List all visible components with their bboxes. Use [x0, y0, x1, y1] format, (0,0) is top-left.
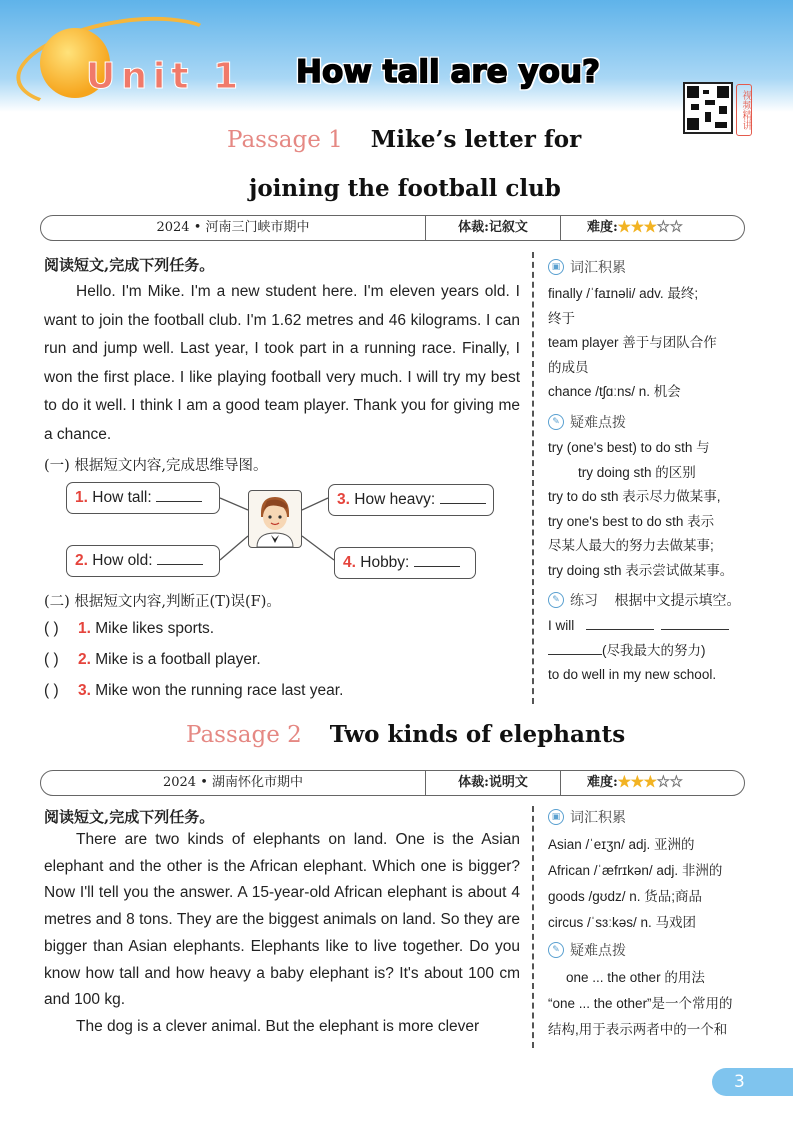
passage1-title-line2: joining the football club: [249, 175, 561, 202]
answer-paren[interactable]: ( ): [44, 651, 59, 668]
passage2-instruction: 阅读短文,完成下列任务。: [44, 808, 215, 826]
passage1-source: 2024 • 河南三门峡市期中: [41, 216, 426, 240]
tip-line: try doing sth 的区别: [578, 464, 696, 480]
mindmap-box-hobby[interactable]: [334, 547, 476, 579]
item-number: 1.: [78, 620, 91, 637]
difficulty-label: 难度:: [587, 220, 618, 235]
vocab-item: Asian /ˈeɪʒn/ adj. 亚洲的: [548, 837, 695, 852]
pencil-icon: ✎: [548, 414, 564, 430]
tf-statement: Mike is a football player.: [95, 651, 261, 668]
answer-paren[interactable]: ( ): [44, 682, 59, 699]
answer-blank[interactable]: [414, 553, 460, 567]
mindmap-box-how-heavy[interactable]: [328, 484, 494, 516]
vocab-tag: [548, 807, 626, 827]
passage2-heading: [186, 721, 625, 748]
column-divider: [532, 252, 534, 704]
tag-label: 疑难点拨: [570, 415, 626, 431]
vocab-list: [548, 282, 753, 405]
tips-tag: [548, 940, 626, 960]
vocab-item: 终于: [548, 310, 575, 326]
item-number: 3.: [337, 491, 350, 508]
video-lecture-tag: 视频精讲: [736, 84, 752, 136]
vocab-item: African /ˈæfrɪkən/ adj. 非洲的: [548, 863, 723, 878]
mindmap-box-how-tall[interactable]: [66, 482, 220, 514]
answer-blank[interactable]: [156, 488, 202, 502]
vocab-tag: [548, 257, 626, 277]
passage2-source: 2024 • 湖南怀化市期中: [41, 771, 426, 795]
passage2-number: Passage 2: [186, 722, 302, 748]
mindmap-label: Hobby:: [360, 554, 410, 571]
task2-heading: (二) 根据短文内容,判断正(T)误(F)。: [44, 594, 281, 610]
vocab-item: team player 善于与团队合作: [548, 335, 717, 350]
answer-blank[interactable]: [661, 617, 729, 630]
practice-exercise: [548, 614, 753, 688]
tf-item-1: [44, 620, 214, 638]
star-empty-icon: ☆: [669, 220, 683, 235]
passage1-number: Passage 1: [227, 127, 343, 153]
tips-list: [548, 436, 753, 583]
practice-end: to do well in my new school.: [548, 667, 717, 682]
answer-blank[interactable]: [586, 617, 654, 630]
tip-line: try one's best to do sth 表示: [548, 513, 715, 529]
star-icon: ★: [617, 220, 631, 235]
task1-heading: (一) 根据短文内容,完成思维导图。: [44, 458, 268, 474]
tip-line: “one ... the other”是一个常用的: [548, 996, 733, 1011]
passage1-text: Hello. I'm Mike. I'm a new student here. I'm eleven years old. I want to join the football club. I'm 1.62 metres and 46 kilograms. I can run and jump well. Last year, I took part in a running race. Finally, I won the first place. I like playing football very much. I will try my best to do it well. I think I am a good team player. Thank you for giving me a chance.: [44, 283, 520, 443]
item-number: 1.: [75, 489, 88, 506]
passage2-title: Two kinds of elephants: [329, 721, 626, 748]
passage2-difficulty: [561, 771, 744, 795]
star-icon: ★: [630, 220, 644, 235]
mike-avatar: [248, 490, 302, 548]
star-empty-icon: ☆: [656, 220, 670, 235]
tf-item-2: [44, 651, 261, 669]
practice-hint: (尽我最大的努力): [602, 642, 706, 658]
tip-line: 尽某人最大的努力去做某事;: [548, 538, 714, 553]
passage1-title-line1: Mike’s letter for: [370, 126, 582, 153]
unit-title: How tall are you?: [296, 54, 601, 90]
passage2-info-bar: [40, 770, 745, 796]
vocab-list: [548, 832, 753, 936]
unit-label: Unit 1: [86, 56, 244, 97]
pencil-icon: ✎: [548, 592, 564, 608]
difficulty-label: 难度:: [587, 775, 618, 790]
item-number: 4.: [343, 554, 356, 571]
tip-line: try doing sth 表示尝试做某事。: [548, 562, 734, 578]
tf-statement: Mike likes sports.: [95, 620, 215, 637]
tip-line: try to do sth 表示尽力做某事,: [548, 489, 721, 504]
vocab-item: goods /ɡʊdz/ n. 货品;商品: [548, 889, 702, 904]
star-icon: ★: [617, 775, 631, 790]
mindmap-label: How tall:: [92, 489, 152, 506]
pencil-icon: ✎: [548, 942, 564, 958]
passage2-text-1: There are two kinds of elephants on land. One is the Asian elephant and the other is the African elephant. Which one is bigger? Now I'll tell you the answer. A 15-year-old African elephant is about 4 metres and 8 tons. They are the biggest animals on land. So they are bigger than Asian elephants. Elephants like to live together. Do you know how tall and how heavy a baby elephant is? It's about 100 cm and 100 kg.: [44, 831, 520, 1009]
book-icon: ▣: [548, 809, 564, 825]
passage2-text-2: The dog is a clever animal. But the elephant is more clever: [76, 1018, 480, 1035]
mindmap-box-how-old[interactable]: [66, 545, 220, 577]
star-icon: ★: [643, 220, 657, 235]
book-icon: ▣: [548, 259, 564, 275]
tips-list: [548, 965, 753, 1043]
vocab-item: circus /ˈsɜːkəs/ n. 马戏团: [548, 915, 696, 930]
practice-tag: [548, 590, 740, 610]
star-empty-icon: ☆: [669, 775, 683, 790]
mindmap-label: How old:: [92, 552, 153, 569]
vocab-item: finally /ˈfaɪnəli/ adv. 最终;: [548, 286, 699, 301]
tf-item-3: [44, 682, 343, 700]
tip-line: try (one's best) to do sth 与: [548, 440, 710, 455]
tag-label: 疑难点拨: [570, 943, 626, 959]
vocab-item: 的成员: [548, 359, 589, 375]
passage2-genre: 体裁:说明文: [426, 771, 561, 795]
tag-label: 词汇积累: [570, 260, 626, 276]
tf-statement: Mike won the running race last year.: [95, 682, 344, 699]
mindmap-label: How heavy:: [354, 491, 436, 508]
tips-tag: [548, 412, 626, 432]
star-icon: ★: [630, 775, 644, 790]
item-number: 2.: [78, 651, 91, 668]
item-number: 2.: [75, 552, 88, 569]
answer-blank[interactable]: [440, 490, 486, 504]
item-number: 3.: [78, 682, 91, 699]
tag-label: 练习: [570, 593, 598, 609]
tip-line: 结构,用于表示两者中的一个和: [548, 1022, 728, 1037]
practice-prompt: 根据中文提示填空。: [614, 593, 741, 609]
answer-paren[interactable]: ( ): [44, 620, 59, 637]
answer-blank[interactable]: [157, 551, 203, 565]
star-empty-icon: ☆: [656, 775, 670, 790]
page-number: 3: [712, 1068, 793, 1096]
vocab-item: chance /tʃɑːns/ n. 机会: [548, 384, 681, 399]
practice-start: I will: [548, 618, 575, 633]
passage1-genre: 体裁:记叙文: [426, 216, 561, 240]
star-icon: ★: [643, 775, 657, 790]
tip-line: one ... the other 的用法: [566, 970, 705, 985]
passage1-instruction: 阅读短文,完成下列任务。: [44, 256, 215, 274]
column-divider: [532, 806, 534, 1048]
tag-label: 词汇积累: [570, 810, 626, 826]
answer-blank[interactable]: [548, 642, 602, 655]
